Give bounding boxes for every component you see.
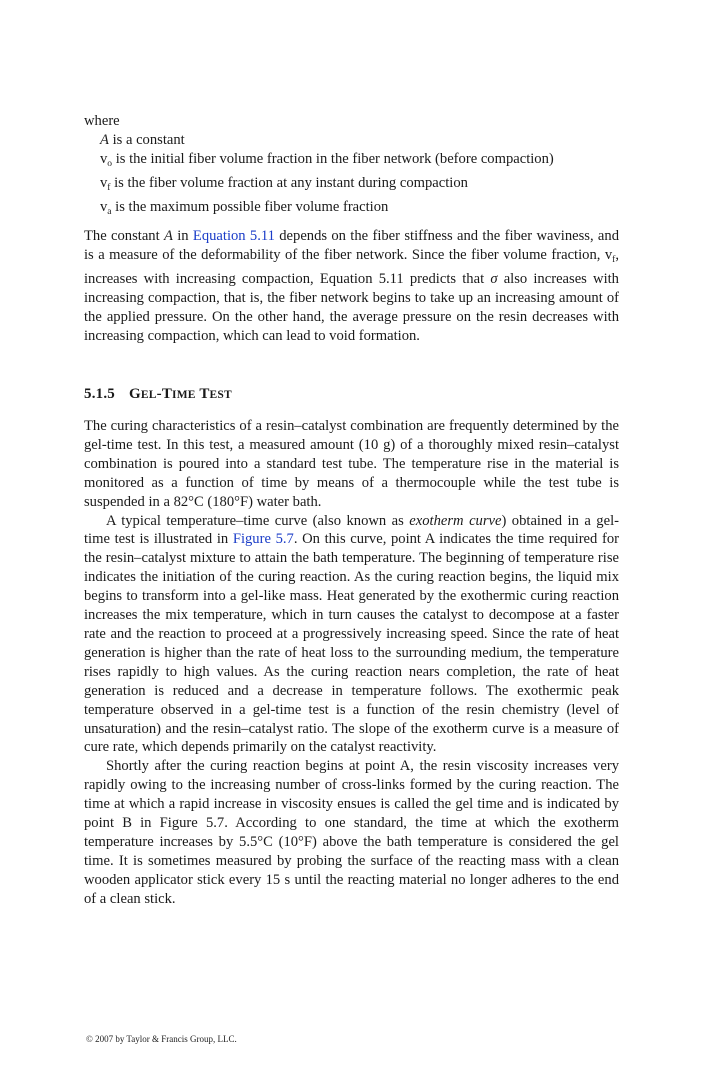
section-heading [84, 386, 232, 403]
paragraph-gel-time-intro: The curing characteristics of a resin–catalyst combination are frequently determined by the gel-time test. In this test, a measured amount (10 g) of a thoroughly mixed resin–catalyst combination is poured into a standard test tube. The temperature rise in the material is monitored as a function of time by means of a thermocouple while the test tube is suspended in a 82°C (180°F) water bath. [84, 418, 619, 510]
paragraph-compaction: The constant A in Equation 5.11 depends on the fiber stiffness and the fiber waviness, and is a measure of the deformability of the fiber network. Since the fiber volume fraction, $v_f$, increases with increasing compaction, Equation 5.11 predicts that σ also increases with increasing compaction, that is, the fiber network begins to take up an increasing amount of the applied pressure. On the other hand, the average pressure on the resin decreases with increasing compaction, which can lead to void formation. [84, 228, 619, 344]
definition-a: A is a constant [100, 131, 185, 148]
paragraph-exotherm-curve: A typical temperature–time curve (also known as exotherm curve) obtained in a gel-time test is illustrated in Figure 5.7. On this curve, point A indicates the time required for the resin–catalyst mixture to attain the bath temperature. The beginning of temperature rise indicates the initiation of the curing reaction. As the curing reaction begins, the liquid mix begins to transform into a gel-like mass. Heat generated by the exothermic curing reaction increases the mix temperature, which in turn causes the catalyst to decompose at a faster rate and the reaction to proceed at a progressively increasing speed. Since the rate of heat generation is higher than the rate of heat loss to the surrounding medium, the temperature rises rapidly to high values. As the curing reaction nears completion, the rate of heat generation is reduced and a decrease in temperature follows. The exothermic peak temperature observed in a gel-time test is a function of the resin chemistry (level of unsaturation) and the resin–catalyst ratio. The slope of the exotherm curve is a measure of cure rate, which depends primarily on the catalyst reactivity. [84, 512, 619, 756]
paragraph-gel-time-definition: Shortly after the curing reaction begins at point A, the resin viscosity increases very rapidly owing to the increasing number of cross-links formed by the curing reaction. The time at which a rapid increase in viscosity ensues is called the gel time and is indicated by point B in Figure 5.7. According to one standard, the time at which the exotherm temperature increases by 5.5°C (10°F) above the bath temperature is considered the gel time. It is sometimes measured by probing the surface of the reacting mass with a clean wooden applicator stick every 15 s until the reacting material no longer adheres to the end of a clean stick. [84, 758, 619, 907]
section-number: 5.1.5 [84, 386, 115, 402]
definition-vf: $v_f$ is the fiber volume fraction at any instant during compaction [100, 174, 468, 193]
section-body [84, 417, 619, 909]
copyright-footer: © 2007 by Taylor & Francis Group, LLC. [86, 1034, 237, 1044]
section-title: GEL-TIME TEST [129, 386, 232, 402]
where-label: where [84, 113, 120, 129]
equation-link[interactable]: Equation 5.11 [192, 228, 275, 244]
definition-va: $v_a$ is the maximum possible fiber volume fraction [100, 198, 389, 217]
figure-link[interactable]: Figure 5.7 [232, 531, 294, 548]
variable-definitions [84, 112, 619, 222]
definition-vo: $v_o$ is the initial fiber volume fraction in the fiber network (before compaction) [100, 150, 554, 169]
